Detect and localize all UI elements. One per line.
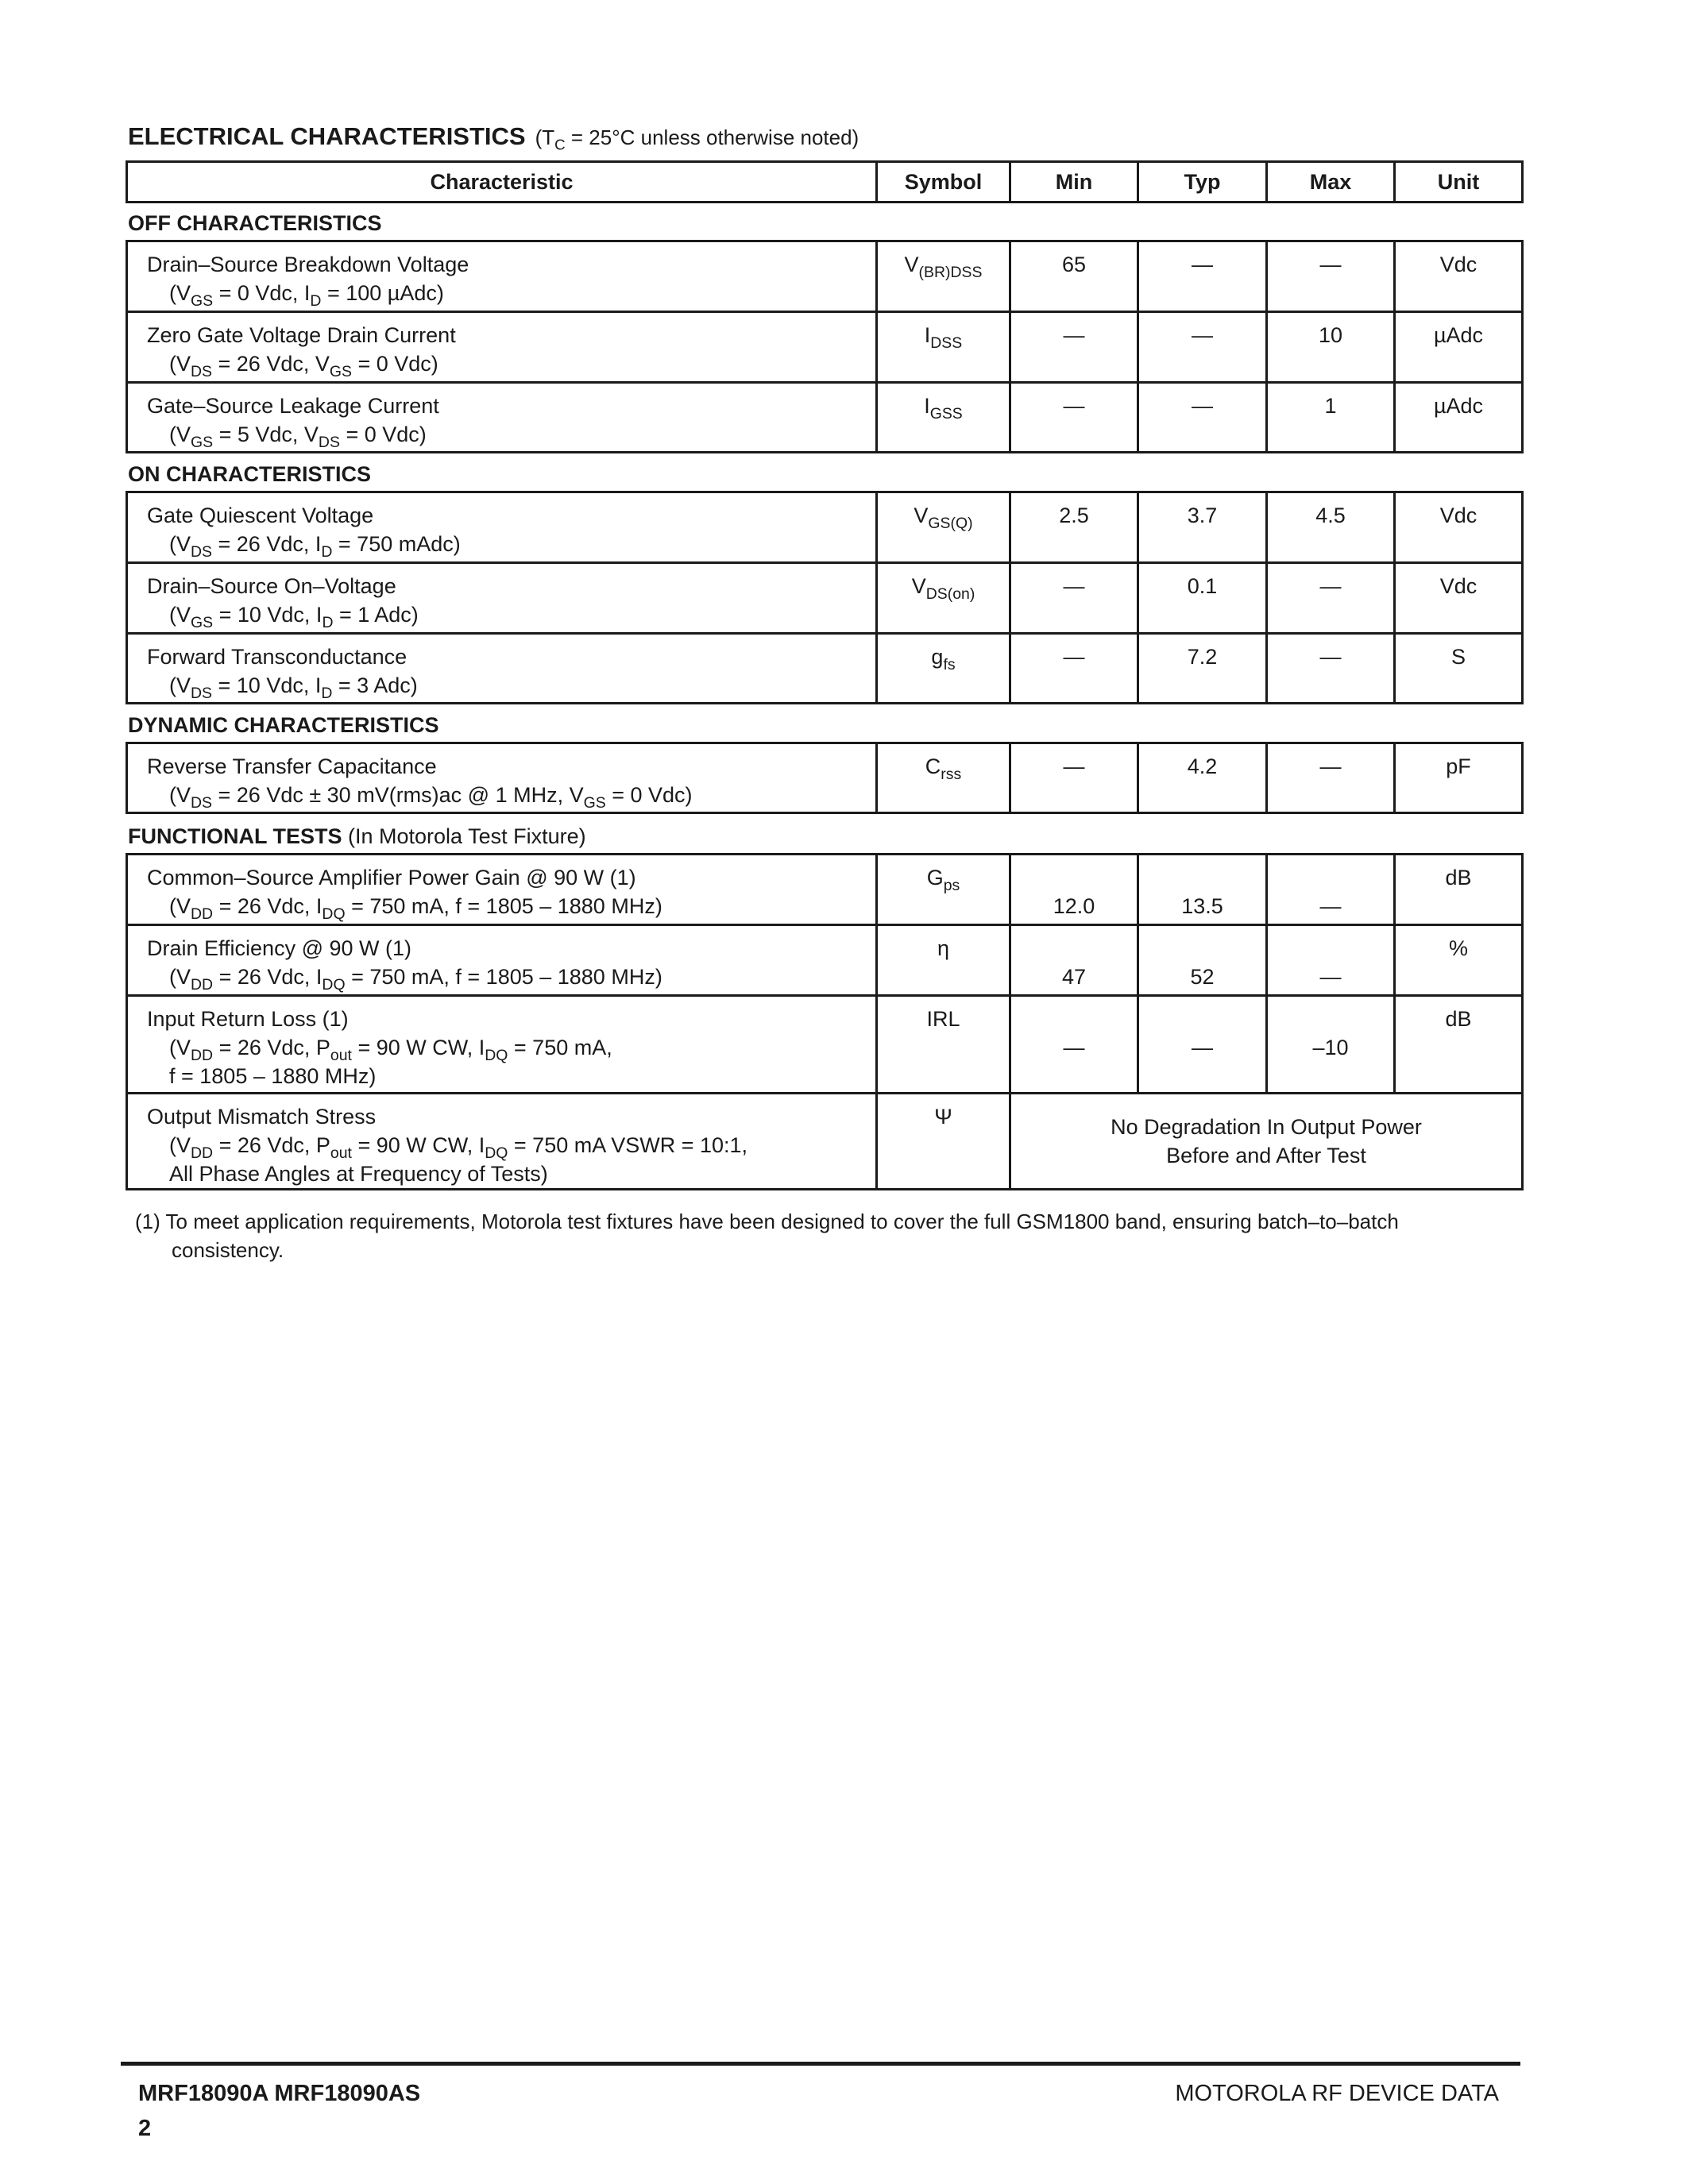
table-row — [127, 383, 1523, 453]
max-cell: 10 — [1267, 312, 1395, 383]
min-cell: 2.5 — [1010, 492, 1138, 563]
off-table — [126, 240, 1524, 453]
symbol-cell: IRL — [877, 996, 1010, 1094]
test-condition: ($V_{GS} = 10$ Vdc, $I_D = 1$ Adc) — [169, 603, 419, 631]
symbol-cell: $I_{DSS}$ — [877, 312, 1010, 383]
unit-cell: pF — [1395, 743, 1523, 813]
footnote — [135, 1207, 1517, 1264]
footer-left — [138, 2076, 420, 2146]
header-table — [126, 160, 1524, 203]
symbol-cell: Ψ — [877, 1094, 1010, 1190]
characteristic-name: Drain–Source Breakdown Voltage — [147, 253, 469, 276]
characteristic-name: Gate Quiescent Voltage — [147, 504, 374, 527]
max-cell: — — [1267, 634, 1395, 704]
table-row — [127, 241, 1523, 312]
title-condition: ($T_C = 25^\circ C$ unless otherwise noted) — [535, 125, 859, 153]
characteristic-name: Reverse Transfer Capacitance — [147, 754, 437, 778]
footnote-line-2: consistency. — [172, 1238, 284, 1262]
unit-cell: Vdc — [1395, 241, 1523, 312]
characteristic-cell — [127, 563, 877, 634]
typ-cell: 0.1 — [1138, 563, 1267, 634]
section-dynamic-heading: DYNAMIC CHARACTERISTICS — [128, 713, 439, 737]
col-header-unit: Unit — [1395, 162, 1523, 203]
section-on-heading: ON CHARACTERISTICS — [128, 462, 372, 486]
col-header-min: Min — [1010, 162, 1138, 203]
unit-cell: S — [1395, 634, 1523, 704]
table-row — [127, 492, 1523, 563]
min-cell: — — [1010, 634, 1138, 704]
unit-cell: dB — [1395, 996, 1523, 1094]
test-condition: ($V_{DS} = 26$ Vdc, $I_D = 750$ mAdc) — [169, 532, 461, 561]
max-cell: — — [1267, 855, 1395, 925]
symbol-cell: $G_{ps}$ — [877, 855, 1010, 925]
typ-cell: 13.5 — [1138, 855, 1267, 925]
characteristic-name: Input Return Loss (1) — [147, 1007, 349, 1031]
test-condition: ($V_{DD} = 26$ Vdc, $P_{out} = 90$ W CW, $I_{DQ} = 750$ mA VSWR = 10:1, — [169, 1133, 748, 1162]
typ-cell: — — [1138, 312, 1267, 383]
test-condition-cont: All Phase Angles at Frequency of Tests) — [169, 1162, 548, 1186]
test-condition-cont: f = 1805 – 1880 MHz) — [169, 1064, 377, 1088]
characteristic-cell — [127, 241, 877, 312]
section-functional-heading: FUNCTIONAL TESTS (In Motorola Test Fixture) — [128, 824, 586, 848]
merged-result-cell — [1010, 1094, 1523, 1190]
footnote-line-1: (1) To meet application requirements, Motorola test fixtures have been designed to cover the full GSM1800 band, ensuring batch–to–batch — [135, 1210, 1399, 1233]
test-condition: ($V_{DS} = 10$ Vdc, $I_D = 3$ Adc) — [169, 673, 418, 702]
typ-cell: — — [1138, 241, 1267, 312]
merged-line-2: Before and After Test — [1166, 1144, 1366, 1167]
table-row — [127, 634, 1523, 704]
symbol-cell: $C_{rss}$ — [877, 743, 1010, 813]
symbol-cell: $V_{GS(Q)}$ — [877, 492, 1010, 563]
characteristic-cell — [127, 925, 877, 996]
characteristic-name: Gate–Source Leakage Current — [147, 394, 439, 418]
dynamic-table — [126, 742, 1524, 814]
characteristic-cell — [127, 855, 877, 925]
test-condition: ($V_{DD} = 26$ Vdc, $P_{out} = 90$ W CW, $I_{DQ} = 750$ mA, — [169, 1036, 612, 1064]
unit-cell: % — [1395, 925, 1523, 996]
min-cell: — — [1010, 312, 1138, 383]
typ-cell: — — [1138, 996, 1267, 1094]
max-cell: — — [1267, 241, 1395, 312]
table-row — [127, 996, 1523, 1094]
symbol-cell: $V_{DS(on)}$ — [877, 563, 1010, 634]
typ-cell: 3.7 — [1138, 492, 1267, 563]
symbol-cell: $I_{GSS}$ — [877, 383, 1010, 453]
characteristic-name: Zero Gate Voltage Drain Current — [147, 323, 456, 347]
max-cell: 1 — [1267, 383, 1395, 453]
test-condition: ($V_{DS} = 26$ Vdc, $V_{GS} = 0$ Vdc) — [169, 352, 438, 380]
characteristic-cell — [127, 383, 877, 453]
test-condition: ($V_{GS} = 0$ Vdc, $I_D = 100$ µAdc) — [169, 281, 444, 310]
characteristic-name: Drain Efficiency @ 90 W (1) — [147, 936, 412, 960]
test-condition: ($V_{DD} = 26$ Vdc, $I_{DQ} = 750$ mA, f = 1805 – 1880 MHz) — [169, 894, 662, 923]
characteristic-cell — [127, 312, 877, 383]
col-header-symbol: Symbol — [877, 162, 1010, 203]
table-row — [127, 563, 1523, 634]
symbol-cell: η — [877, 925, 1010, 996]
test-condition: ($V_{DD} = 26$ Vdc, $I_{DQ} = 750$ mA, f = 1805 – 1880 MHz) — [169, 965, 662, 994]
typ-cell: — — [1138, 383, 1267, 453]
min-cell: — — [1010, 743, 1138, 813]
footer-part-numbers: MRF18090A MRF18090AS — [138, 2081, 421, 2106]
typ-cell: 4.2 — [1138, 743, 1267, 813]
test-condition: ($V_{GS} = 5$ Vdc, $V_{DS} = 0$ Vdc) — [169, 423, 427, 451]
min-cell: — — [1010, 383, 1138, 453]
characteristic-name: Output Mismatch Stress — [147, 1105, 377, 1129]
characteristic-name: Drain–Source On–Voltage — [147, 574, 396, 598]
characteristic-cell — [127, 743, 877, 813]
functional-table — [126, 853, 1524, 1190]
min-cell: — — [1010, 996, 1138, 1094]
characteristic-cell — [127, 1094, 877, 1190]
page-title — [128, 121, 859, 153]
title-main: ELECTRICAL CHARACTERISTICS — [128, 122, 526, 150]
max-cell: — — [1267, 743, 1395, 813]
min-cell: — — [1010, 563, 1138, 634]
col-header-characteristic: Characteristic — [127, 162, 877, 203]
table-row — [127, 925, 1523, 996]
table-row — [127, 743, 1523, 813]
unit-cell: Vdc — [1395, 492, 1523, 563]
table-row — [127, 855, 1523, 925]
max-cell: 4.5 — [1267, 492, 1395, 563]
characteristic-name: Forward Transconductance — [147, 645, 408, 669]
footer-page-number: 2 — [138, 2116, 152, 2141]
unit-cell: µAdc — [1395, 383, 1523, 453]
max-cell: — — [1267, 925, 1395, 996]
footer-publisher: MOTOROLA RF DEVICE DATA — [1175, 2081, 1499, 2106]
characteristic-cell — [127, 492, 877, 563]
min-cell: 65 — [1010, 241, 1138, 312]
on-table — [126, 491, 1524, 704]
max-cell: –10 — [1267, 996, 1395, 1094]
test-condition: ($V_{DS} = 26$ Vdc ± 30 mV(rms)ac @ 1 MHz, $V_{GS} = 0$ Vdc) — [169, 783, 693, 812]
symbol-cell: $V_{(BR)DSS}$ — [877, 241, 1010, 312]
min-cell: 47 — [1010, 925, 1138, 996]
col-header-max: Max — [1267, 162, 1395, 203]
table-row — [127, 1094, 1523, 1190]
col-header-typ: Typ — [1138, 162, 1267, 203]
characteristic-name: Common–Source Amplifier Power Gain @ 90 W (1) — [147, 866, 636, 889]
table-row — [127, 312, 1523, 383]
section-off-heading: OFF CHARACTERISTICS — [128, 211, 382, 235]
typ-cell: 52 — [1138, 925, 1267, 996]
characteristic-cell — [127, 634, 877, 704]
symbol-cell: $g_{fs}$ — [877, 634, 1010, 704]
characteristic-cell — [127, 996, 877, 1094]
unit-cell: dB — [1395, 855, 1523, 925]
typ-cell: 7.2 — [1138, 634, 1267, 704]
unit-cell: Vdc — [1395, 563, 1523, 634]
max-cell: — — [1267, 563, 1395, 634]
merged-line-1: No Degradation In Output Power — [1111, 1115, 1422, 1139]
unit-cell: µAdc — [1395, 312, 1523, 383]
min-cell: 12.0 — [1010, 855, 1138, 925]
footer-rule — [121, 2062, 1520, 2066]
